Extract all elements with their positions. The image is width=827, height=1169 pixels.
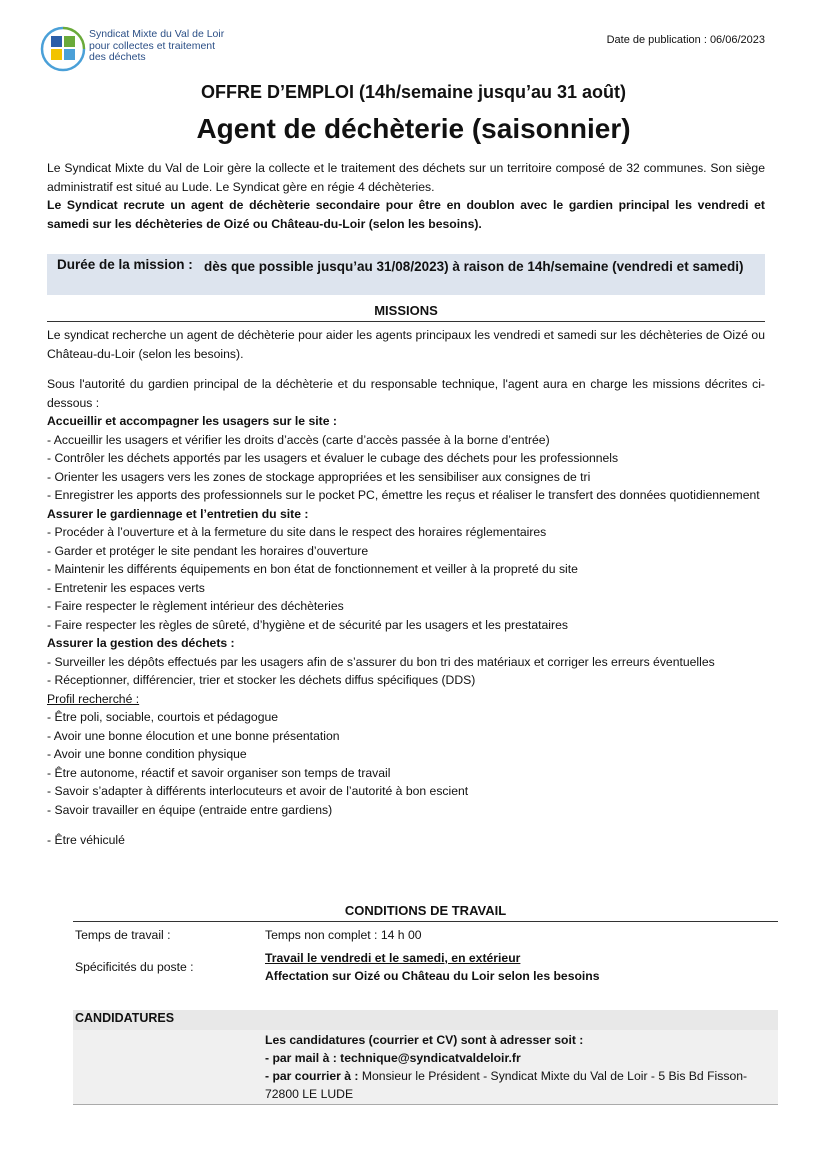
job-title: Agent de déchèterie (saisonnier) — [196, 113, 631, 144]
list-item: - Avoir une bonne condition physique — [47, 747, 247, 761]
conditions-heading: CONDITIONS DE TRAVAIL — [73, 903, 778, 922]
list-item: - Garder et protéger le site pendant les horaires d’ouverture — [47, 543, 369, 558]
org-line-2: pour collectes et traitement — [89, 39, 216, 52]
recruitment-paragraph: Le Syndicat recrute un agent de déchèterie secondaire pour être en doublon avec le gardien principal les vendredi et samedi sur les déchèteries de Oizé ou Château-du-Loir (selon les besoins). — [47, 198, 765, 231]
duration-label: Durée de la mission : — [57, 257, 193, 272]
list-item: - Avoir une bonne élocution et une bonne présentation — [47, 728, 340, 743]
specifics-line-2: Affectation sur Oizé ou Château du Loir selon les besoins — [265, 969, 600, 983]
profile-title: Profil recherché : — [47, 691, 140, 706]
list-item: - Être poli, sociable, courtois et pédagogue — [47, 710, 279, 724]
list-item: - Savoir s’adapter à différents interlocuteurs et avoir de l’autorité à bon escient — [47, 784, 469, 798]
work-time-value: Temps non complet : 14 h 00 — [265, 928, 422, 942]
publication-date: Date de publication : 06/06/2023 — [606, 34, 765, 46]
org-line-1: Syndicat Mixte du Val de Loir — [89, 28, 225, 40]
list-item: - Être autonome, réactif et savoir organiser son temps de travail — [47, 765, 391, 780]
org-line-3: des déchets — [89, 51, 146, 63]
list-item: - Accueillir les usagers et vérifier les droits d’accès (carte d’accès passée à la borne d’entrée) — [47, 432, 550, 447]
list-item: - Réceptionner, différencier, trier et stocker les déchets diffus spécifiques (DDS) — [47, 673, 476, 687]
specifics-line-1: Travail le vendredi et le samedi, en extérieur — [265, 951, 521, 965]
offer-title: OFFRE D’EMPLOI (14h/semaine jusqu’au 31 août) — [200, 82, 627, 102]
section-maintenance-title: Assurer le gardiennage et l’entretien du site : — [47, 506, 309, 521]
mission-duration-box — [47, 254, 765, 295]
missions-section — [47, 326, 765, 850]
list-item: - Faire respecter les règles de sûreté, d’hygiène et de sécurité par les usagers et les prestataires — [47, 617, 568, 632]
organization-name — [89, 29, 224, 64]
list-item: - Contrôler les déchets apportés par les usagers et évaluer le cubage des déchets pour les professionnels — [47, 451, 619, 465]
missions-heading: MISSIONS — [47, 303, 765, 322]
applications-intro: Les candidatures (courrier et CV) sont à adresser soit : — [265, 1033, 584, 1047]
syndicate-logo-icon — [40, 26, 86, 72]
list-item: - Maintenir les différents équipements en bon état de fonctionnement et veiller à la propreté du site — [47, 562, 578, 576]
missions-paragraph-2: Sous l'autorité du gardien principal de la déchèterie et du responsable technique, l'agent aura en charge les missions décrites ci-dessous : — [47, 377, 765, 410]
applications-email[interactable]: - par mail à : technique@syndicatvaldeloir.fr — [265, 1051, 521, 1065]
list-item: - Surveiller les dépôts effectués par les usagers afin de s’assurer du bon tri des matériaux et corriger les erreurs éventuelles — [47, 654, 715, 669]
list-item: - Savoir travailler en équipe (entraide entre gardiens) — [47, 802, 333, 817]
list-item: - Orienter les usagers vers les zones de stockage appropriées et les sensibiliser aux consignes de tri — [47, 469, 591, 484]
applications-text — [265, 1031, 765, 1103]
list-item: - Procéder à l’ouverture et à la fermeture du site dans le respect des horaires réglementaires — [47, 525, 547, 539]
missions-paragraph-1: Le syndicat recherche un agent de déchèterie pour aider les agents principaux les vendredi et samedi sur les déchèteries de Oizé ou Château-du-Loir (selon les besoins). — [47, 328, 765, 361]
list-item: - Faire respecter le règlement intérieur des déchèteries — [47, 599, 344, 613]
applications-header-bar — [73, 1010, 778, 1030]
section-waste-title: Assurer la gestion des déchets : — [47, 636, 235, 650]
vehicle-requirement: - Être véhiculé — [47, 833, 125, 847]
postal-address: Monsieur le Président - Syndicat Mixte du Val de Loir - 5 Bis Bd Fisson- 72800 LE LUDE — [265, 1069, 748, 1101]
duration-value: dès que possible jusqu’au 31/08/2023) à raison de 14h/semaine (vendredi et samedi) — [204, 259, 744, 274]
list-item: - Entretenir les espaces verts — [47, 580, 205, 595]
section-reception-title: Accueillir et accompagner les usagers sur le site : — [47, 414, 337, 428]
post-prefix: - par courrier à : — [265, 1069, 359, 1083]
intro-paragraph: Le Syndicat Mixte du Val de Loir gère la collecte et le traitement des déchets sur un territoire composé de 32 communes. Son siège administratif est situé au Lude. Le Syndicat gère en régie 4 déchèteries. — [47, 161, 765, 194]
specifics-label: Spécificités du poste : — [75, 960, 194, 974]
work-time-label: Temps de travail : — [75, 928, 171, 942]
applications-label: CANDIDATURES — [75, 1011, 175, 1025]
list-item: - Enregistrer les apports des professionnels sur le pocket PC, émettre les reçus et réaliser le transfert des données quotidiennement — [47, 488, 760, 502]
intro-section — [47, 159, 765, 233]
applications-post — [265, 1067, 765, 1103]
